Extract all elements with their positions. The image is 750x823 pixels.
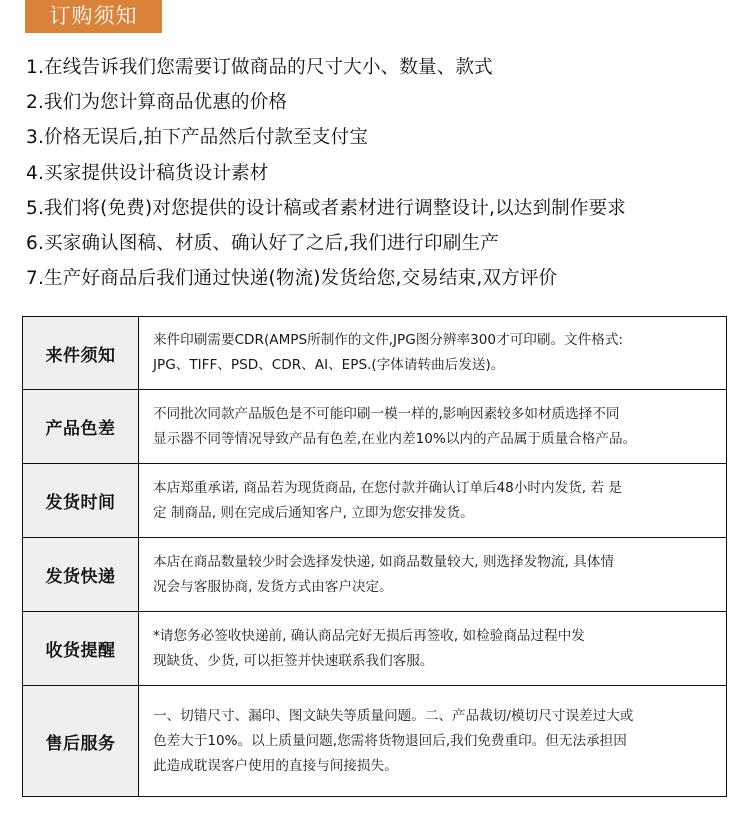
- row-content: [139, 464, 727, 538]
- order-step: 7.生产好商品后我们通过快递(物流)发货给您,交易结束,双方评价: [26, 268, 558, 290]
- content-line: 来件印刷需要CDR(AMPS所制作的文件,JPG图分辨率300才可印刷。文件格式:: [153, 332, 623, 348]
- table-row: [23, 464, 727, 538]
- content-line: 显示器不同等情况导致产品有色差,在业内差10%以内的产品属于质量合格产品。: [153, 430, 637, 447]
- row-content: [139, 317, 727, 390]
- content-line: *请您务必签收快递前, 确认商品完好无损后再签收, 如检验商品过程中发: [153, 627, 585, 644]
- content-line: 定 制商品, 则在完成后通知客户, 立即为您安排发货。: [153, 504, 474, 521]
- notice-table: [22, 316, 727, 797]
- section-title: 订购须知: [49, 4, 138, 28]
- order-step: 4.买家提供设计稿货设计素材: [26, 162, 269, 184]
- content-line: JPG、TIFF、PSD、CDR、AI、EPS.(字体请转曲后发送)。: [153, 357, 505, 373]
- row-label-color-difference: 产品色差: [23, 390, 139, 464]
- content-line: 本店在商品数量较少时会选择发快递, 如商品数量较大, 则选择发物流, 具体情: [153, 553, 614, 570]
- content-line: 一、切错尺寸、漏印、图文缺失等质量问题。二、产品裁切/模切尺寸误差过大或: [153, 707, 634, 724]
- row-content: [139, 390, 727, 464]
- table-row: [23, 686, 727, 797]
- table-row: [23, 317, 727, 390]
- order-steps-list: [26, 50, 626, 296]
- order-step: 2.我们为您计算商品优惠的价格: [26, 92, 288, 114]
- content-line: 本店郑重承诺, 商品若为现货商品, 在您付款并确认订单后48小时内发货, 若 是: [153, 479, 622, 496]
- row-content: [139, 612, 727, 686]
- row-label-file-requirements: 来件须知: [23, 317, 139, 390]
- content-line: 不同批次同款产品版色是不可能印刷一模一样的,影响因素较多如材质选择不同: [153, 405, 620, 422]
- content-line: 况会与客服协商, 发货方式由客户决定。: [153, 578, 393, 595]
- row-content: [139, 538, 727, 612]
- row-content: [139, 686, 727, 797]
- row-label-after-sales: 售后服务: [23, 686, 139, 797]
- row-label-shipping-courier: 发货快递: [23, 538, 139, 612]
- table-row: [23, 612, 727, 686]
- row-label-shipping-time: 发货时间: [23, 464, 139, 538]
- order-step: 1.在线告诉我们您需要订做商品的尺寸大小、数量、款式: [26, 57, 493, 78]
- table-row: [23, 538, 727, 612]
- order-step: 5.我们将(免费)对您提供的设计稿或者素材进行调整设计,以达到制作要求: [26, 197, 626, 219]
- content-line: 现缺货、少货, 可以拒签并快速联系我们客服。: [153, 652, 434, 669]
- content-line: 此造成耽误客户使用的直接与间接损失。: [153, 757, 398, 774]
- section-title-banner: [25, 0, 162, 33]
- row-label-receipt-reminder: 收货提醒: [23, 612, 139, 686]
- content-line: 色差大于10%。以上质量问题,您需将货物退回后,我们免费重印。但无法承担因: [153, 732, 627, 749]
- order-step: 6.买家确认图稿、材质、确认好了之后,我们进行印刷生产: [26, 232, 499, 254]
- order-step: 3.价格无误后,拍下产品然后付款至支付宝: [26, 127, 369, 149]
- table-row: [23, 390, 727, 464]
